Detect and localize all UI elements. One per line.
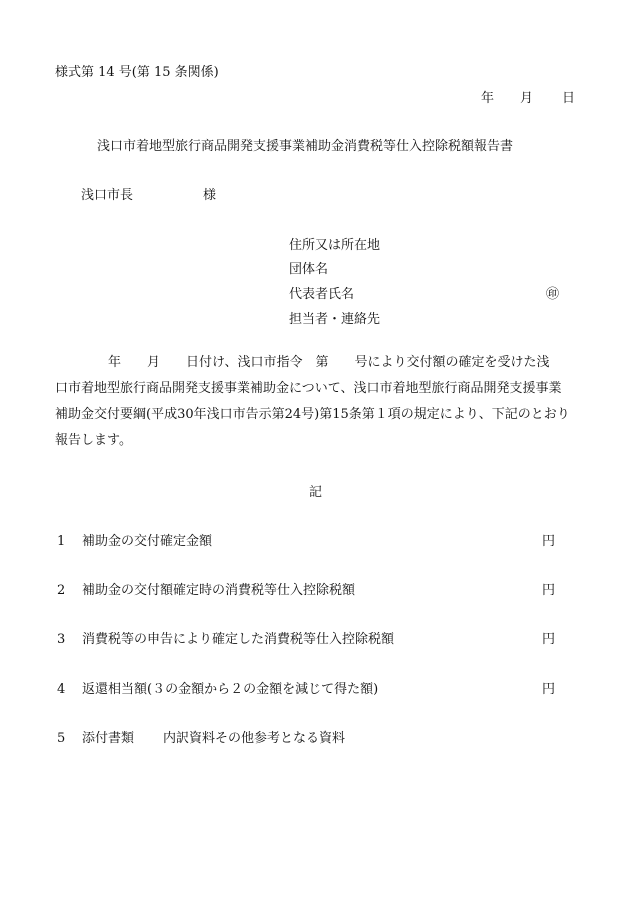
item-3-label: 消費税等の申告により確定した消費税等仕入控除税額 <box>82 632 395 647</box>
item-1-label: 補助金の交付確定金額 <box>82 534 213 549</box>
addressee-honorific: 様 <box>203 188 217 203</box>
item-2-unit: 円 <box>542 583 556 598</box>
body-line-4: 報告します。 <box>55 433 132 448</box>
item-3-number: 3 <box>57 632 66 647</box>
body-line-2: 口市着地型旅行商品開発支援事業補助金について、浅口市着地型旅行商品開発支援事業 <box>55 381 562 396</box>
item-5-label: 添付書類 <box>82 731 135 746</box>
date-month: 月 <box>520 91 534 106</box>
item-3-unit: 円 <box>542 632 556 647</box>
document-title: 浅口市着地型旅行商品開発支援事業補助金消費税等仕入控除税額報告書 <box>97 139 514 154</box>
item-4-number: 4 <box>57 682 66 697</box>
address-label: 住所又は所在地 <box>289 238 381 253</box>
representative-label: 代表者氏名 <box>289 287 355 302</box>
addressee-name: 浅口市長 <box>81 188 134 203</box>
body-line-3: 補助金交付要綱(平成30年浅口市告示第24号)第15条第１項の規定により、下記のとおり <box>55 407 570 422</box>
organization-label: 団体名 <box>289 262 329 277</box>
item-5-number: 5 <box>57 731 66 746</box>
body-line-1: 年 月 日付け、浅口市指令 第 号により交付額の確定を受けた浅 <box>82 355 550 370</box>
item-2-number: 2 <box>57 583 66 598</box>
item-5-detail: 内訳資料その他参考となる資料 <box>163 731 346 746</box>
ki-heading: 記 <box>309 485 323 500</box>
seal-mark: ㊞ <box>546 287 560 302</box>
item-2-label: 補助金の交付額確定時の消費税等仕入控除税額 <box>82 583 356 598</box>
item-1-number: 1 <box>57 534 66 549</box>
item-4-unit: 円 <box>542 682 556 697</box>
date-day: 日 <box>562 91 576 106</box>
form-number: 様式第 14 号(第 15 条関係) <box>55 65 219 80</box>
date-year: 年 <box>481 91 495 106</box>
item-1-unit: 円 <box>542 534 556 549</box>
item-4-label: 返還相当額(３の金額から２の金額を減じて得た額) <box>82 682 379 697</box>
contact-label: 担当者・連絡先 <box>289 312 381 327</box>
